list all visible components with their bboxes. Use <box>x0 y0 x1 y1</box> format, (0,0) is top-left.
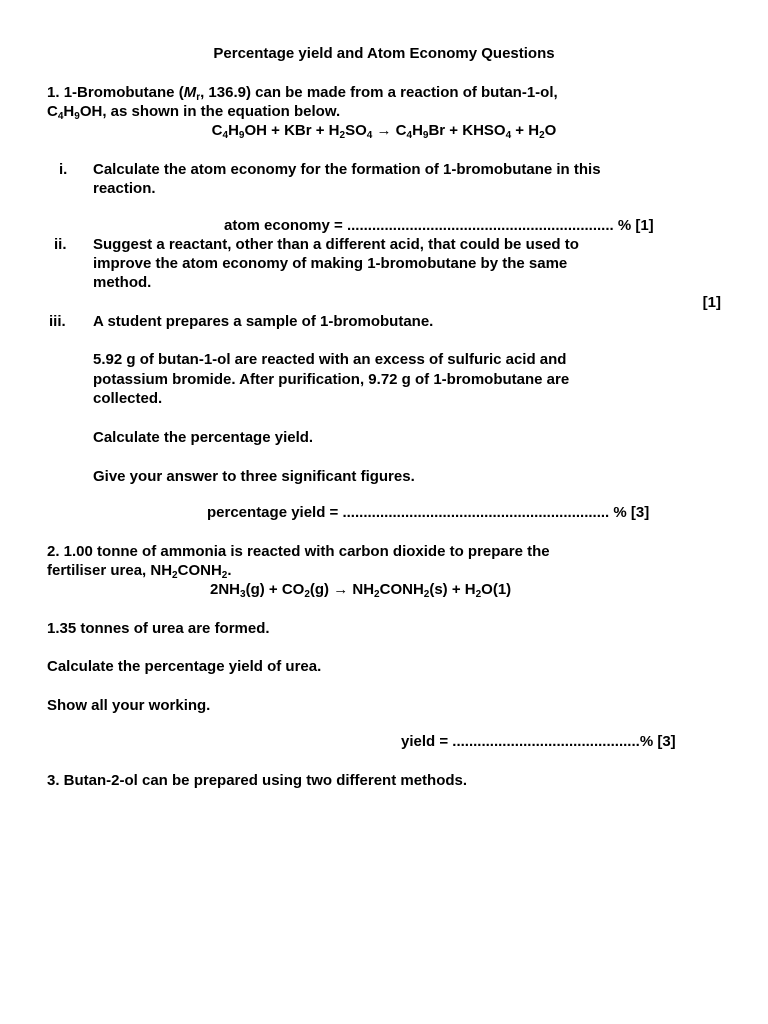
q1-i-text-1: Calculate the atom economy for the formation of 1-bromobutane in this <box>93 161 601 178</box>
q1-intro-line-2 <box>47 102 340 121</box>
eq1-sub: 2 <box>339 130 346 141</box>
q1-iii-text-6: Give your answer to three significant figures. <box>93 468 415 485</box>
q2-line-3: 1.35 tonnes of urea are formed. <box>47 620 270 637</box>
q2-sub-1: 2 <box>172 570 178 581</box>
eq1-part: O <box>544 122 557 139</box>
eq2-part: O(1) <box>481 581 512 598</box>
q1-iii-text-5: Calculate the percentage yield. <box>93 429 314 446</box>
eq2-part: (g) + CO <box>245 581 305 598</box>
eq1-sub: 4 <box>406 130 413 141</box>
q1-iii-text-4: collected. <box>93 390 163 407</box>
q1-number: 1. <box>47 84 60 101</box>
q1-iii-text-1: A student prepares a sample of 1-bromobutane. <box>93 313 434 330</box>
q2-line-1: 2. 1.00 tonne of ammonia is reacted with carbon dioxide to prepare the <box>47 543 550 560</box>
eq1-sub: 2 <box>539 130 545 141</box>
q1-formula-c: C <box>47 103 58 120</box>
q2-text-a: fertiliser urea, NH <box>47 562 173 579</box>
q1-ii-text-2: improve the atom economy of making 1-bromobutane by the same <box>93 255 568 272</box>
eq2-part: (s) + H <box>429 581 476 598</box>
eq1-sub: 4 <box>505 130 512 141</box>
q1-ii-mark: [1] <box>702 294 721 311</box>
eq1-part: Br + KHSO <box>428 122 506 139</box>
eq1-part: H <box>412 122 423 139</box>
eq2-sub: 2 <box>423 589 430 600</box>
q1-i-label: i. <box>59 161 68 178</box>
q1-intro-line-1 <box>47 83 558 102</box>
eq2-part: (g) → NH <box>309 581 375 598</box>
q1-ii-label: ii. <box>54 236 67 253</box>
q2-text-c: . <box>227 562 232 579</box>
eq2-sub: 3 <box>240 589 246 600</box>
q1-iii-label: iii. <box>49 313 66 330</box>
eq2-part: 2NH <box>210 581 241 598</box>
eq1-part: OH + KBr + H <box>244 122 340 139</box>
eq1-sub: 9 <box>422 130 429 141</box>
q1-formula-sub-2: 9 <box>74 111 80 122</box>
page-title: Percentage yield and Atom Economy Questions <box>213 45 555 62</box>
eq1-part: SO <box>345 122 367 139</box>
q1-i-text-2: reaction. <box>93 180 156 197</box>
q1-intro-text-b: , 136.9) can be made from a reaction of butan-1-ol, <box>200 84 558 101</box>
q1-ii-text-3: method. <box>93 274 152 291</box>
eq2-sub: 2 <box>304 589 310 600</box>
q2-text-b: CONH <box>177 562 222 579</box>
q1-iii-answer-line[interactable]: percentage yield = ................................................................ % [3] <box>207 504 650 521</box>
q1-formula-sub-1: 4 <box>57 111 64 122</box>
q3-line-1: 3. Butan-2-ol can be prepared using two different methods. <box>47 772 468 789</box>
q2-line-4: Calculate the percentage yield of urea. <box>47 658 322 675</box>
q1-ii-text-1: Suggest a reactant, other than a different acid, that could be used to <box>93 236 579 253</box>
q1-intro-text-a: 1-Bromobutane ( <box>63 84 184 101</box>
q1-iii-text-3: potassium bromide. After purification, 9.72 g of 1-bromobutane are <box>93 371 570 388</box>
q1-i-answer-line[interactable]: atom economy = ................................................................ % [1] <box>224 217 654 234</box>
eq1-sub: 4 <box>222 130 229 141</box>
eq2-sub: 2 <box>374 589 380 600</box>
eq1-sub: 9 <box>238 130 245 141</box>
eq2-part: CONH <box>379 581 424 598</box>
q1-mr-subscript: r <box>196 92 201 103</box>
eq1-part: + H <box>511 122 540 139</box>
eq1-sub: 4 <box>366 130 373 141</box>
q1-mr-symbol: M <box>183 84 197 101</box>
eq1-part: C <box>211 122 223 139</box>
q1-iii-text-2: 5.92 g of butan-1-ol are reacted with an excess of sulfuric acid and <box>93 351 567 368</box>
q2-sub-2: 2 <box>221 570 228 581</box>
q2-line-5: Show all your working. <box>47 697 211 714</box>
q2-equation <box>210 580 511 599</box>
q2-answer-line[interactable]: yield = .............................................% [3] <box>401 733 676 750</box>
q1-intro-text-c: OH, as shown in the equation below. <box>79 103 341 120</box>
q2-line-2 <box>47 561 232 580</box>
eq2-sub: 2 <box>475 589 482 600</box>
q1-formula-h: H <box>63 103 75 120</box>
q1-equation <box>0 121 768 140</box>
eq1-part: → C <box>372 122 407 139</box>
eq1-part: H <box>228 122 239 139</box>
